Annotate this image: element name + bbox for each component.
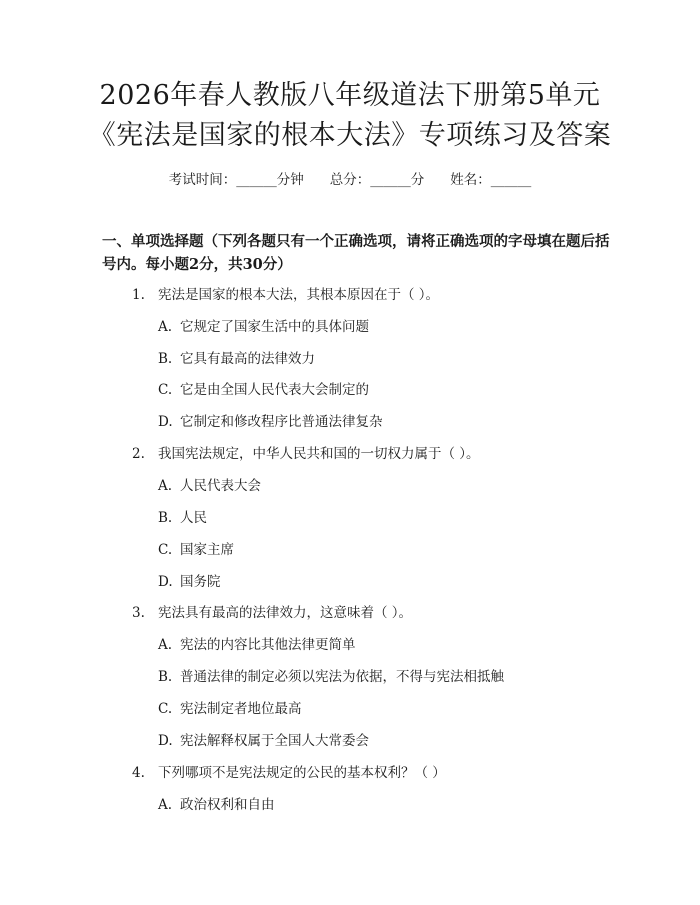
question-number: 3. xyxy=(132,605,145,621)
option-letter: A. xyxy=(158,797,173,813)
option-letter: C. xyxy=(158,542,173,558)
option-letter: D. xyxy=(158,414,173,430)
option-letter: C. xyxy=(158,701,173,717)
question-4 xyxy=(132,761,446,781)
option-letter: C. xyxy=(158,382,173,398)
option-text: 它制定和修改程序比普通法律复杂 xyxy=(180,414,383,430)
option-text: 人民 xyxy=(180,510,207,526)
total-score-field: 总分：______分 xyxy=(329,172,425,188)
question-1-option-a xyxy=(158,315,369,335)
question-1-option-b xyxy=(158,347,315,367)
exam-meta-row xyxy=(0,168,700,188)
question-text: 我国宪法规定，中华人民共和国的一切权力属于（ ）。 xyxy=(158,446,480,462)
question-text: 下列哪项不是宪法规定的公民的基本权利？（ ） xyxy=(158,765,446,781)
option-text: 它是由全国人民代表大会制定的 xyxy=(180,382,369,398)
question-text: 宪法是国家的根本大法，其根本原因在于（ ）。 xyxy=(158,287,440,303)
question-3 xyxy=(132,601,412,621)
question-2-option-a xyxy=(158,474,261,494)
question-number: 1. xyxy=(132,287,145,303)
question-1-option-d xyxy=(158,410,383,430)
exam-time-field: 考试时间：______分钟 xyxy=(168,172,304,188)
question-4-option-a xyxy=(158,793,275,813)
question-3-option-c xyxy=(158,697,302,717)
question-3-option-d xyxy=(158,729,369,749)
document-title-line1: 2026年春人教版八年级道法下册第5单元 xyxy=(99,80,601,111)
question-1 xyxy=(132,283,439,303)
document-title-line2: 《宪法是国家的根本大法》专项练习及答案 xyxy=(88,120,612,151)
question-1-option-c xyxy=(158,378,369,398)
option-letter: D. xyxy=(158,574,173,590)
question-2-option-c xyxy=(158,538,234,558)
option-text: 它具有最高的法律效力 xyxy=(180,351,315,367)
option-letter: B. xyxy=(158,669,173,685)
option-text: 普通法律的制定必须以宪法为依据，不得与宪法相抵触 xyxy=(180,669,504,685)
question-text: 宪法具有最高的法律效力，这意味着（ ）。 xyxy=(158,605,413,621)
option-letter: B. xyxy=(158,351,173,367)
option-text: 国务院 xyxy=(180,574,221,590)
option-letter: B. xyxy=(158,510,173,526)
option-text: 宪法制定者地位最高 xyxy=(180,701,302,717)
question-3-option-a xyxy=(158,633,356,653)
option-text: 它规定了国家生活中的具体问题 xyxy=(180,319,369,335)
question-3-option-b xyxy=(158,665,504,685)
question-number: 2. xyxy=(132,446,145,462)
option-text: 宪法的内容比其他法律更简单 xyxy=(180,637,356,653)
option-letter: A. xyxy=(158,478,173,494)
question-2-option-d xyxy=(158,570,221,590)
option-letter: D. xyxy=(158,733,173,749)
option-text: 国家主席 xyxy=(180,542,234,558)
option-text: 人民代表大会 xyxy=(180,478,261,494)
option-text: 政治权利和自由 xyxy=(180,797,275,813)
section-heading-single-choice: 一、单项选择题（下列各题只有一个正确选项，请将正确选项的字母填在题后括号内。每小题2分，共30分） xyxy=(102,233,610,273)
option-letter: A. xyxy=(158,319,173,335)
question-2-option-b xyxy=(158,506,207,526)
question-2 xyxy=(132,442,480,462)
option-text: 宪法解释权属于全国人大常委会 xyxy=(180,733,369,749)
question-number: 4. xyxy=(132,765,145,781)
option-letter: A. xyxy=(158,637,173,653)
student-name-field: 姓名：______ xyxy=(450,172,532,188)
